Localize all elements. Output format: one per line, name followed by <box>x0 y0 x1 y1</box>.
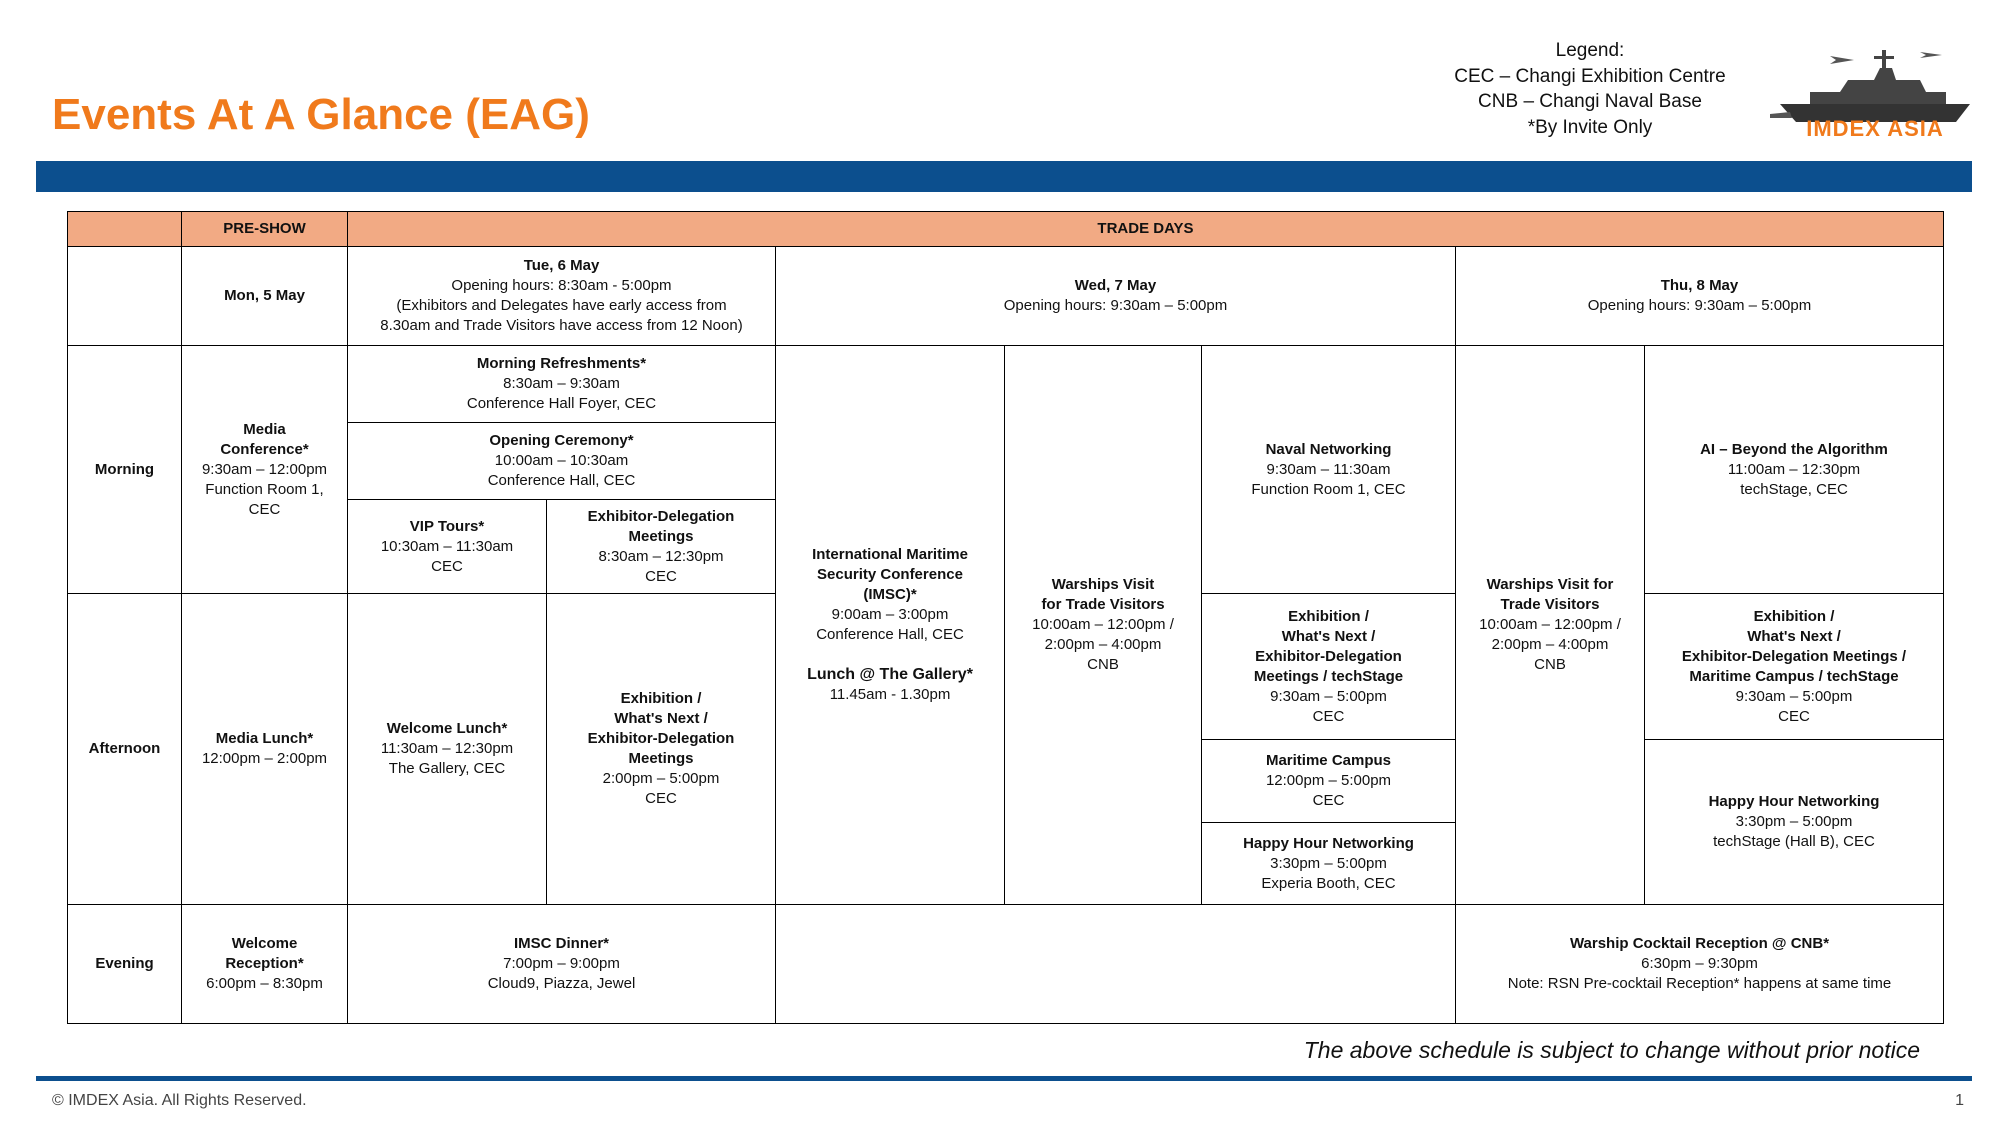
event-title: Exhibitor-Delegation <box>1255 647 1402 665</box>
event-time: 12:00pm – 5:00pm <box>1265 772 1392 789</box>
event-location: CEC <box>248 500 281 518</box>
event-title: What's Next / <box>1747 627 1841 645</box>
event-title: (IMSC)* <box>863 586 917 603</box>
event-welcome-reception <box>181 904 348 1024</box>
event-location: The Gallery, CEC <box>388 760 506 777</box>
legend-item-cnb: CNB – Changi Naval Base <box>1478 91 1702 112</box>
event-time: 2:00pm – 4:00pm <box>1491 636 1609 653</box>
event-morning-refreshments <box>347 345 776 423</box>
event-title: Welcome <box>231 935 298 952</box>
event-title: AI – Beyond the Algorithm <box>1700 440 1888 458</box>
event-ai-beyond-algorithm <box>1644 345 1944 594</box>
event-time: 3:30pm – 5:00pm <box>1735 813 1853 830</box>
row-label-morning: Morning <box>67 345 182 594</box>
event-maritime-campus <box>1201 739 1456 823</box>
event-location: Function Room 1, <box>205 480 324 498</box>
event-time: 8:30am – 9:30am <box>503 375 620 392</box>
event-title: for Trade Visitors <box>1041 596 1165 613</box>
day-date-mon: Mon, 5 May <box>224 287 305 304</box>
event-media-lunch <box>181 593 348 905</box>
event-time: 10:30am – 11:30am <box>380 537 514 555</box>
event-opening-ceremony <box>347 422 776 500</box>
day-note-tue-1: (Exhibitors and Delegates have early access from <box>396 297 727 314</box>
event-title: Happy Hour Networking <box>1708 793 1880 810</box>
event-exhibition-tue <box>546 593 776 905</box>
page-number: 1 <box>1955 1092 1964 1109</box>
event-exhibitor-delegation-morning <box>546 499 776 594</box>
event-title: What's Next / <box>1281 627 1376 645</box>
event-time: 11:30am – 12:30pm <box>380 740 514 757</box>
event-title: Maritime Campus <box>1265 752 1392 769</box>
event-title: Security Conference <box>817 566 963 583</box>
legend-item-invite: *By Invite Only <box>1527 116 1653 138</box>
event-title: Reception* <box>225 955 304 972</box>
page-title: Events At A Glance (EAG) <box>52 90 590 139</box>
legend-item-cec: CEC – Changi Exhibition Centre <box>1454 65 1726 87</box>
copyright: © IMDEX Asia. All Rights Reserved. <box>52 1092 307 1109</box>
header-corner-cell <box>67 211 182 247</box>
event-title: Exhibition / <box>1753 607 1835 625</box>
event-time: 9:30am – 12:00pm <box>201 460 328 478</box>
event-location: CEC <box>1312 707 1345 725</box>
event-title: Meetings / techStage <box>1253 667 1404 685</box>
event-location: Function Room 1, CEC <box>1251 480 1406 498</box>
event-time: 10:00am – 12:00pm / <box>1032 616 1174 633</box>
event-location: CNB <box>1087 656 1119 673</box>
event-media-conference <box>181 345 348 594</box>
event-location: Experia Booth, CEC <box>1261 874 1396 892</box>
day-cell-wed <box>775 246 1456 346</box>
event-title: Exhibitor-Delegation Meetings / <box>1681 647 1907 665</box>
logo-text: IMDEX ASIA <box>1806 116 1944 141</box>
day-cell-tue <box>347 246 776 346</box>
event-title: Media Lunch* <box>215 730 314 747</box>
event-title: Meetings <box>628 527 694 545</box>
event-title: Meetings <box>628 750 694 767</box>
event-time: 2:00pm – 5:00pm <box>602 770 720 787</box>
event-location: CEC <box>1778 707 1810 725</box>
event-time: 8:30am – 12:30pm <box>598 547 724 565</box>
event-imsc-dinner <box>347 904 776 1024</box>
col-header-tradedays: TRADE DAYS <box>347 211 1944 247</box>
event-title: Exhibition / <box>1288 607 1369 625</box>
event-location: techStage, CEC <box>1740 480 1848 498</box>
event-exhibition-thu <box>1644 593 1944 740</box>
legend <box>1400 38 1780 140</box>
event-imsc <box>775 345 1005 905</box>
event-lunch-title: Lunch @ The Gallery* <box>807 666 973 683</box>
event-location: Cloud9, Piazza, Jewel <box>487 975 636 992</box>
day-date-wed: Wed, 7 May <box>1074 277 1157 294</box>
day-corner-cell <box>67 246 182 346</box>
event-title: Media <box>243 420 286 438</box>
event-location: CEC <box>645 567 677 585</box>
event-lunch-time: 11.45am - 1.30pm <box>829 686 951 703</box>
event-location: CEC <box>1312 792 1345 809</box>
row-label-evening: Evening <box>67 904 182 1024</box>
event-title: Warships Visit <box>1051 576 1155 593</box>
event-vip-tours <box>347 499 547 594</box>
col-header-preshow: PRE-SHOW <box>181 211 348 247</box>
row-label-afternoon: Afternoon <box>67 593 182 905</box>
event-location: Conference Hall, CEC <box>487 472 636 489</box>
event-time: 11:00am – 12:30pm <box>1727 460 1861 478</box>
event-location: Conference Hall Foyer, CEC <box>466 395 657 412</box>
event-time: 2:00pm – 4:00pm <box>1044 636 1162 653</box>
event-warship-cocktail <box>1455 904 1944 1024</box>
day-date-tue: Tue, 6 May <box>523 257 600 274</box>
event-title: VIP Tours* <box>409 517 485 535</box>
schedule-notice: The above schedule is subject to change without prior notice <box>1303 1037 1920 1063</box>
event-title: Morning Refreshments* <box>476 355 647 372</box>
event-time: 9:30am – 5:00pm <box>1270 687 1387 705</box>
event-title: Warship Cocktail Reception @ CNB* <box>1569 935 1830 952</box>
event-location: CEC <box>645 790 677 807</box>
event-time: 7:00pm – 9:00pm <box>503 955 620 972</box>
event-exhibition-wed <box>1201 593 1456 740</box>
event-location: techStage (Hall B), CEC <box>1713 833 1875 850</box>
event-location: CEC <box>431 557 463 575</box>
event-title: What's Next / <box>614 710 708 727</box>
event-happy-hour-thu <box>1644 739 1944 905</box>
event-title: Naval Networking <box>1265 440 1392 458</box>
event-title: Conference* <box>220 440 309 458</box>
event-location: Conference Hall, CEC <box>816 626 964 643</box>
header-bar <box>36 161 1972 192</box>
event-title: Warships Visit for <box>1486 576 1614 593</box>
event-time: 10:00am – 12:00pm / <box>1479 616 1621 633</box>
day-cell-thu <box>1455 246 1944 346</box>
event-time: 10:00am – 10:30am <box>494 452 629 469</box>
event-title: Exhibitor-Delegation <box>587 507 735 525</box>
day-hours-wed: Opening hours: 9:30am – 5:00pm <box>1003 297 1228 314</box>
day-date-thu: Thu, 8 May <box>1660 277 1739 294</box>
day-hours-tue: Opening hours: 8:30am - 5:00pm <box>451 277 672 294</box>
event-title: Happy Hour Networking <box>1243 834 1414 852</box>
event-title: Maritime Campus / techStage <box>1689 667 1899 685</box>
event-title: Exhibition / <box>620 690 702 707</box>
event-location: CNB <box>1534 656 1566 673</box>
legend-heading: Legend: <box>1555 40 1625 61</box>
footer-bar <box>36 1076 1972 1081</box>
event-time: 6:00pm – 8:30pm <box>206 975 323 992</box>
event-naval-networking <box>1201 345 1456 594</box>
event-warships-visit-wed <box>1004 345 1202 905</box>
event-time: 6:30pm – 9:30pm <box>1641 955 1758 972</box>
event-welcome-lunch <box>347 593 547 905</box>
event-time: 12:00pm – 2:00pm <box>201 750 328 767</box>
day-hours-thu: Opening hours: 9:30am – 5:00pm <box>1587 297 1812 314</box>
event-title: Welcome Lunch* <box>386 720 508 737</box>
event-title: IMSC Dinner* <box>513 935 609 952</box>
event-note: Note: RSN Pre-cocktail Reception* happens at same time <box>1507 975 1892 992</box>
event-time: 9:30am – 11:30am <box>1266 460 1391 478</box>
event-title: Opening Ceremony* <box>489 432 634 449</box>
event-title: Exhibitor-Delegation <box>587 730 735 747</box>
event-title: Trade Visitors <box>1500 596 1600 613</box>
event-title: International Maritime <box>812 546 968 563</box>
event-time: 3:30pm – 5:00pm <box>1270 854 1387 872</box>
event-time: 9:30am – 5:00pm <box>1735 687 1853 705</box>
day-note-tue-2: 8.30am and Trade Visitors have access from 12 Noon) <box>380 317 743 334</box>
event-time: 9:00am – 3:00pm <box>831 606 949 623</box>
event-warships-visit-thu <box>1455 345 1645 905</box>
event-empty-wed-evening <box>775 904 1456 1024</box>
day-cell-mon <box>181 246 348 346</box>
event-happy-hour-wed <box>1201 822 1456 905</box>
